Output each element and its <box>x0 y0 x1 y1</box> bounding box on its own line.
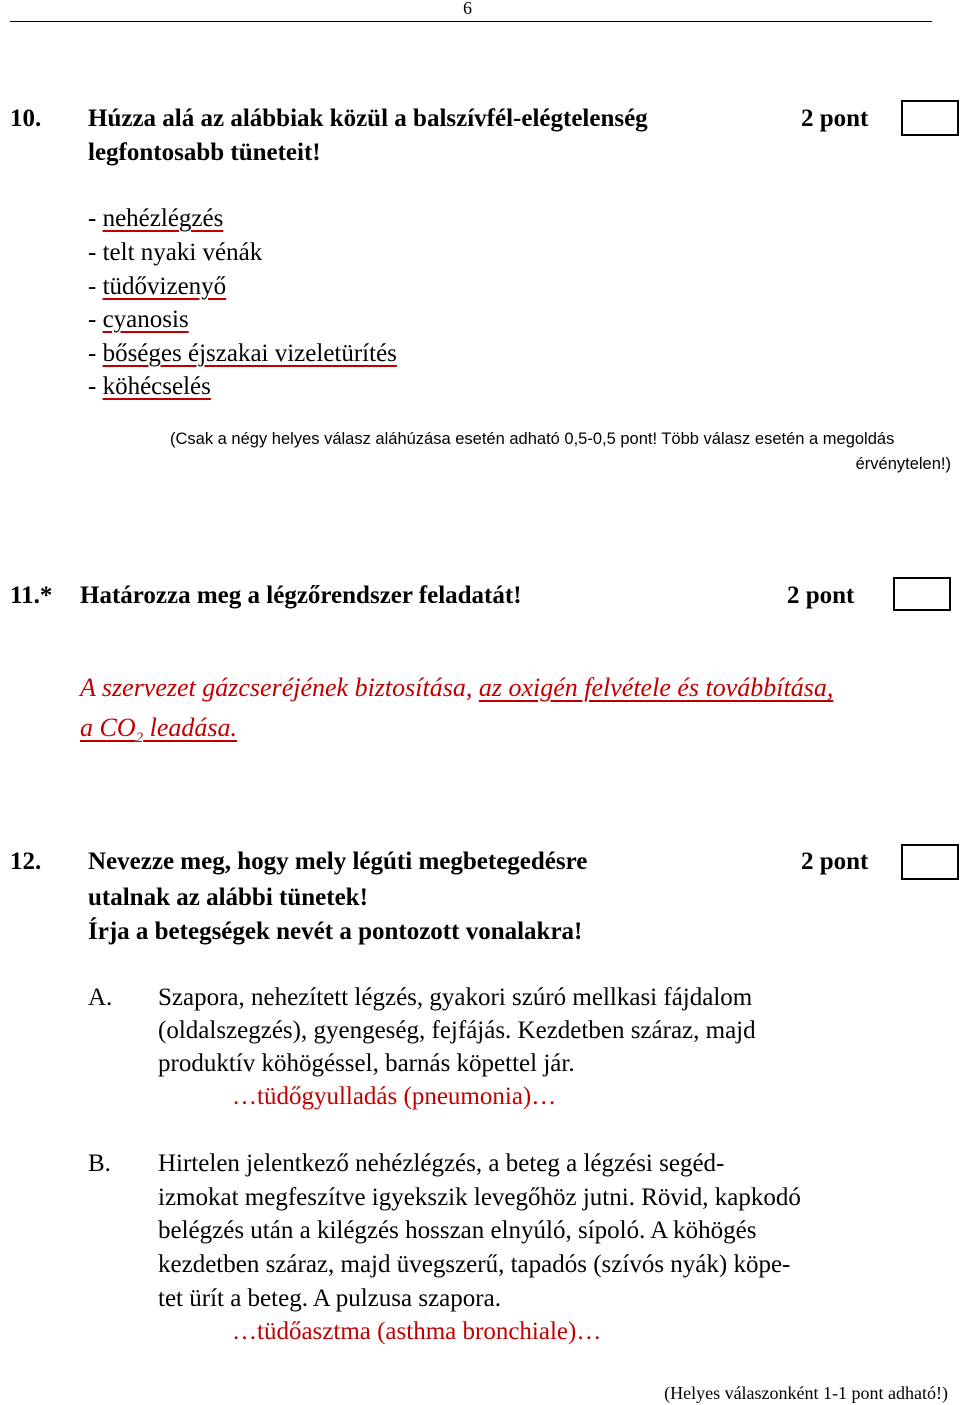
q12-title-line1: Nevezze meg, hogy mely légúti megbetegedésre <box>88 848 588 875</box>
page-number: 6 <box>463 0 472 18</box>
q10-score-box[interactable] <box>901 100 959 136</box>
header-rule <box>10 21 932 22</box>
q12-b-text-line: izmokat megfeszítve igyekszik levegőhöz jutni. Rövid, kapkodó <box>158 1184 801 1211</box>
option-text: bőséges éjszakai vizeletürítés <box>102 340 397 367</box>
q11-number: 11.* <box>10 582 53 609</box>
q10-option[interactable]: - tüdővizenyő <box>88 273 227 300</box>
q11-answer-line1: A szervezet gázcseréjének biztosítása, az oxigén felvétele és továbbítása, <box>80 673 834 702</box>
q12-b-text-line: tet ürít a beteg. A pulzusa szapora. <box>158 1285 501 1312</box>
q12-a-text-line: produktív köhögéssel, barnás köpettel jár. <box>158 1050 575 1077</box>
q12-number: 12. <box>10 848 42 875</box>
q12-a-text-line: Szapora, nehezített légzés, gyakori szúró mellkasi fájdalom <box>158 984 753 1011</box>
q11-title: Határozza meg a légzőrendszer feladatát! <box>80 582 522 609</box>
q10-option[interactable]: - nehézlégzés <box>88 205 224 232</box>
option-text: cyanosis <box>102 306 189 333</box>
q11-score-box[interactable] <box>893 577 951 611</box>
q10-number: 10. <box>10 105 42 132</box>
q12-a-answer[interactable]: …tüdőgyulladás (pneumonia)… <box>232 1083 557 1110</box>
q12-title-line3: Írja a betegségek nevét a pontozott vonalakra! <box>88 918 583 945</box>
q12-b-text-line: Hirtelen jelentkező nehézlégzés, a beteg a légzési segéd- <box>158 1150 725 1177</box>
q11-answer-line2: a $CO_2$ leadása. <box>80 713 238 747</box>
option-text: köhécselés <box>102 373 211 400</box>
q10-scoring-note-line2: érvénytelen!) <box>855 455 951 473</box>
q10-points: 2 pont <box>801 105 869 132</box>
q11-points: 2 pont <box>787 582 855 609</box>
q12-b-label: B. <box>88 1150 111 1177</box>
q10-title-line2: legfontosabb tüneteit! <box>88 139 321 166</box>
q12-b-answer[interactable]: …tüdőasztma (asthma bronchiale)… <box>232 1318 602 1345</box>
option-text: tüdővizenyő <box>102 273 227 300</box>
option-text: telt nyaki vénák <box>102 239 263 266</box>
q12-scoring-note: (Helyes válaszonként 1-1 pont adható!) <box>664 1383 948 1403</box>
q12-a-text-line: (oldalszegzés), gyengeség, fejfájás. Kezdetben száraz, majd <box>158 1017 756 1044</box>
option-text: nehézlégzés <box>102 205 224 232</box>
q10-title-line1: Húzza alá az alábbiak közül a balszívfél-elégtelenség <box>88 105 648 132</box>
q12-points: 2 pont <box>801 848 869 875</box>
q10-scoring-note-line1: (Csak a négy helyes válasz aláhúzása esetén adható 0,5-0,5 pont! Több válasz esetén a megoldás <box>170 430 895 448</box>
q10-option[interactable]: - telt nyaki vénák <box>88 239 263 266</box>
q12-score-box[interactable] <box>901 844 959 880</box>
q12-b-text-line: kezdetben száraz, majd üvegszerű, tapadós (szívós nyák) köpe- <box>158 1251 791 1278</box>
q10-option[interactable]: - bőséges éjszakai vizeletürítés <box>88 340 397 367</box>
q10-option[interactable]: - köhécselés <box>88 373 211 400</box>
q10-option[interactable]: - cyanosis <box>88 306 189 333</box>
q12-a-label: A. <box>88 984 113 1011</box>
q12-b-text-line: belégzés után a kilégzés hosszan elnyúló, sípoló. A köhögés <box>158 1217 757 1244</box>
q12-title-line2: utalnak az alábbi tünetek! <box>88 884 368 911</box>
